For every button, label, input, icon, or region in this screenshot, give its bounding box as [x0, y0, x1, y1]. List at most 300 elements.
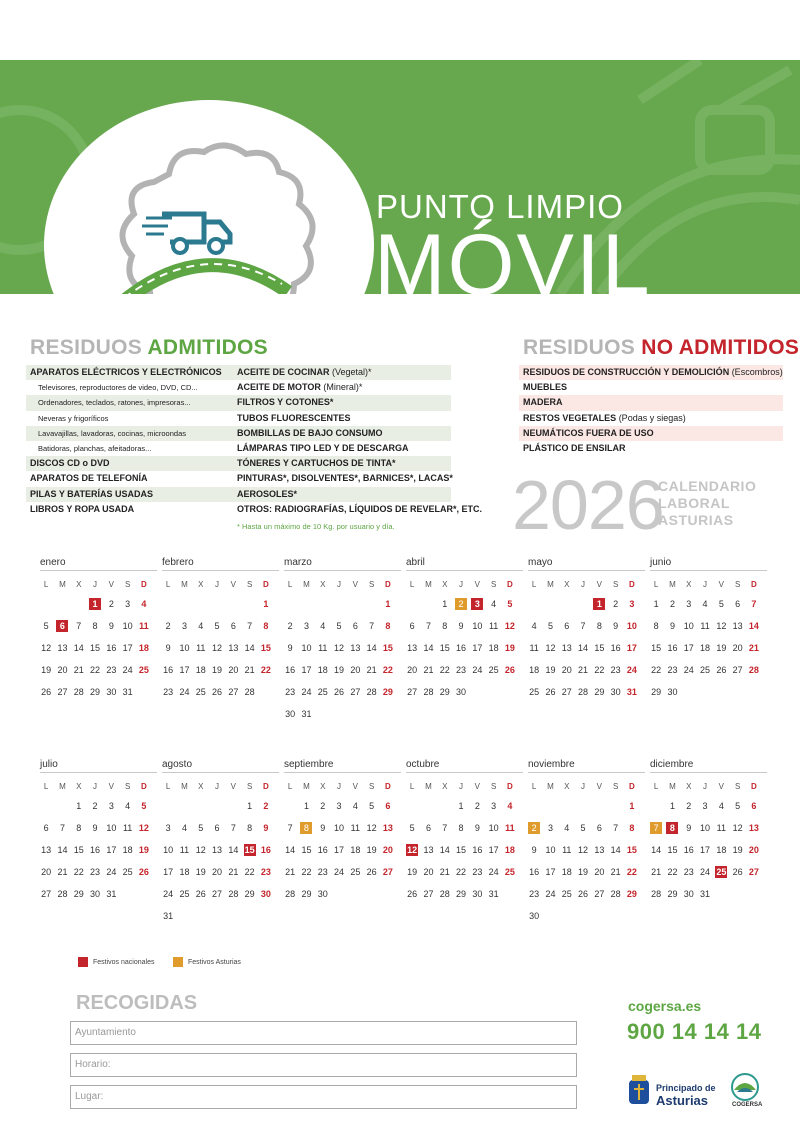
calendar-day: 3: [336, 801, 342, 811]
calendar-day: 25: [504, 867, 515, 877]
calendar-day: 1: [442, 599, 448, 609]
calendar-day: 18: [488, 643, 499, 653]
calendar-day: 8: [629, 823, 635, 833]
calendar-day: 24: [334, 867, 345, 877]
calendar-day: 11: [139, 621, 149, 631]
weekday-header: D: [385, 579, 391, 589]
empty-day: [331, 593, 347, 615]
month-name-label: febrero: [162, 557, 194, 568]
weekday-header: S: [124, 781, 131, 791]
weekday-header: M: [547, 781, 554, 791]
calendar-day: 23: [529, 889, 540, 899]
calendar-day: 28: [610, 889, 621, 899]
calendar-day: 30: [472, 889, 483, 899]
weekday-header: L: [409, 781, 415, 791]
weekday-header: L: [531, 781, 537, 791]
principado-line2: Asturias: [656, 1093, 709, 1108]
calendar-day: 9: [531, 845, 537, 855]
calendar-day: 9: [474, 823, 480, 833]
calendar-day: 10: [626, 621, 637, 631]
calendar-day: 12: [334, 643, 345, 653]
calendar-day: 8: [263, 621, 269, 631]
empty-day: [298, 593, 314, 615]
legend-asturias-label: Festivos Asturias: [188, 958, 241, 966]
calendar-day: 30: [260, 889, 271, 899]
weekday-header: J: [703, 579, 708, 589]
weekday-header: L: [653, 579, 659, 589]
calendar-day: 25: [317, 687, 328, 697]
calendar-day: 21: [285, 867, 296, 877]
weekday-header: V: [352, 781, 358, 791]
calendar-day: 27: [748, 867, 759, 877]
calendar-day: 10: [545, 845, 556, 855]
weekday-header: V: [718, 781, 724, 791]
weekday-header: D: [751, 781, 757, 791]
calendar-day: 14: [228, 845, 239, 855]
empty-day: [241, 905, 257, 927]
calendar-day: 31: [700, 889, 711, 899]
calendar-day: 14: [748, 621, 759, 631]
calendar-day: 15: [456, 845, 467, 855]
weekday-header: D: [141, 579, 147, 589]
weekday-header: J: [337, 781, 342, 791]
calendar-day: 31: [488, 889, 499, 899]
calendar-day: 12: [716, 621, 727, 631]
calendar-day: 29: [439, 687, 450, 697]
weekday-header: J: [215, 781, 220, 791]
weekday-header: V: [230, 579, 236, 589]
admitted-item: [235, 471, 482, 486]
month-marzo: [282, 555, 404, 725]
calendar-day: 11: [529, 643, 539, 653]
calendar-day: 26: [41, 687, 52, 697]
admitted-item: APARATOS ELÉCTRICOS Y ELECTRÓNICOS: [30, 367, 222, 377]
calendar-day: 28: [578, 687, 589, 697]
calendar-day: 23: [456, 665, 467, 675]
calendar-day: 30: [529, 911, 540, 921]
calendar-day: 7: [580, 621, 586, 631]
weekday-header: L: [43, 579, 49, 589]
calendar-day: 18: [716, 845, 727, 855]
empty-day: [54, 593, 70, 615]
weekday-header: D: [629, 781, 635, 791]
calendar-label-line: CALENDARIO: [658, 478, 757, 494]
ayuntamiento-field[interactable]: Ayuntamiento: [70, 1021, 577, 1045]
principado-crest-icon: [626, 1074, 652, 1108]
calendar-day: 2: [287, 621, 293, 631]
weekday-header: L: [165, 781, 171, 791]
calendar-day: 30: [610, 687, 621, 697]
weekday-header: S: [246, 781, 253, 791]
admitted-item: Batidoras, planchas, afeitadoras...: [38, 443, 152, 453]
calendar-day: 15: [626, 845, 637, 855]
empty-day: [648, 795, 664, 817]
calendar-day: 29: [456, 889, 467, 899]
not-admitted-item: [521, 365, 783, 380]
calendar-day: 22: [594, 665, 605, 675]
calendar-day: 12: [195, 845, 206, 855]
calendar-day: 31: [122, 687, 133, 697]
calendar-day: 28: [423, 687, 434, 697]
month-mayo: [526, 555, 648, 703]
calendar-day: 27: [57, 687, 68, 697]
calendar-day: 26: [504, 665, 515, 675]
weekday-header: S: [612, 781, 619, 791]
calendar-day: 14: [285, 845, 296, 855]
calendar-day: 5: [369, 801, 375, 811]
calendar-day: 4: [564, 823, 570, 833]
calendar-day: 16: [456, 643, 467, 653]
month-name-label: noviembre: [528, 759, 575, 770]
calendar-day: 6: [230, 621, 236, 631]
month-table: [404, 777, 518, 905]
calendar-day: 2: [526, 817, 542, 839]
admitted-list-col2: [235, 365, 482, 517]
weekday-header: M: [425, 579, 432, 589]
calendar-day: 26: [545, 687, 556, 697]
weekday-header: L: [653, 781, 659, 791]
empty-day: [38, 593, 54, 615]
calendar-day: 6: [54, 615, 70, 637]
empty-day: [607, 795, 623, 817]
weekday-header: M: [59, 579, 66, 589]
calendar-day: 23: [285, 687, 296, 697]
calendar-day: 27: [350, 687, 361, 697]
calendar-day: 16: [260, 845, 271, 855]
calendar-day: 7: [425, 621, 431, 631]
lugar-field[interactable]: Lugar:: [70, 1085, 577, 1109]
calendar-day: 21: [423, 665, 434, 675]
website-link[interactable]: cogersa.es: [628, 998, 702, 1014]
calendar-day: 15: [90, 643, 101, 653]
admitted-item: [235, 365, 482, 380]
calendar-day: 29: [382, 687, 393, 697]
calendar-day: 10: [179, 643, 190, 653]
empty-day: [225, 905, 241, 927]
admitted-item-label: TUBOS FLUORESCENTES: [237, 412, 351, 423]
calendar-day: 4: [531, 621, 537, 631]
calendar-day: 21: [610, 867, 621, 877]
weekday-header: V: [596, 781, 602, 791]
calendar-day: 19: [334, 665, 345, 675]
calendar-day: 30: [90, 889, 101, 899]
admitted-item: [235, 441, 482, 456]
weekday-header: M: [59, 781, 66, 791]
month-agosto: [160, 757, 282, 927]
weekday-header: D: [263, 579, 269, 589]
empty-day: [315, 593, 331, 615]
calendar-day: 5: [507, 599, 513, 609]
calendar-day: 6: [425, 823, 431, 833]
recogidas-heading: RECOGIDAS: [76, 992, 198, 1014]
month-table: [282, 575, 396, 725]
calendar-day: 3: [125, 599, 131, 609]
not-admitted-item: [521, 441, 783, 456]
weekday-header: X: [320, 579, 326, 589]
calendar-day: 16: [683, 845, 694, 855]
month-table: [404, 575, 518, 703]
empty-day: [363, 593, 379, 615]
calendar-day: 11: [318, 643, 328, 653]
calendar-day: 8: [385, 621, 391, 631]
not-admitted-item-label: PLÁSTICO DE ENSILAR: [523, 442, 626, 453]
calendar-day: 10: [106, 823, 117, 833]
calendar-day: 20: [594, 867, 605, 877]
calendar-day: 20: [212, 867, 223, 877]
calendar-day: 28: [57, 889, 68, 899]
calendar-day: 15: [439, 643, 450, 653]
calendar-day: 14: [366, 643, 377, 653]
calendar-day: 13: [212, 845, 223, 855]
calendar-day: 20: [407, 665, 418, 675]
calendar-day: 16: [610, 643, 621, 653]
weekday-header: S: [490, 579, 497, 589]
empty-day: [559, 593, 575, 615]
calendar-day: 18: [504, 845, 515, 855]
calendar-day: 12: [407, 845, 418, 855]
calendar-day: 23: [163, 687, 174, 697]
calendar-day: 28: [228, 889, 239, 899]
calendar-day: 28: [439, 889, 450, 899]
calendar-day: 3: [702, 801, 708, 811]
calendar-day: 27: [732, 665, 743, 675]
calendar-day: 5: [214, 621, 220, 631]
calendar-day: 23: [260, 867, 271, 877]
empty-day: [209, 795, 225, 817]
empty-day: [729, 681, 745, 703]
admitted-item: Ordenadores, teclados, ratones, impresoras...: [38, 398, 191, 408]
month-name-label: diciembre: [650, 759, 694, 770]
calendar-day: 27: [407, 687, 418, 697]
horario-field[interactable]: Horario:: [70, 1053, 577, 1077]
month-name-label: abril: [406, 557, 425, 568]
calendar-day: 18: [179, 867, 190, 877]
weekday-header: S: [246, 579, 253, 589]
admitted-list-col1: [28, 365, 222, 517]
month-name-label: octubre: [406, 759, 440, 770]
calendar-day: 29: [73, 889, 84, 899]
month-name-label: septiembre: [284, 759, 334, 770]
weekday-header: X: [76, 579, 82, 589]
calendar-day: 12: [545, 643, 556, 653]
calendar-day: 6: [43, 823, 49, 833]
calendar-day: 12: [41, 643, 52, 653]
calendar-day: 13: [594, 845, 605, 855]
empty-day: [485, 681, 501, 703]
not-admitted-item-label: MUEBLES: [523, 382, 568, 393]
month-name: [406, 757, 523, 773]
calendar-day: 17: [334, 845, 345, 855]
weekday-header: V: [108, 579, 114, 589]
calendar-day: 20: [41, 867, 52, 877]
calendar-day: 21: [57, 867, 68, 877]
calendar-day: 14: [73, 643, 84, 653]
weekday-header: M: [669, 579, 676, 589]
empty-day: [575, 905, 591, 927]
calendar-day: 27: [382, 867, 393, 877]
calendar-day: 28: [366, 687, 377, 697]
empty-day: [559, 795, 575, 817]
calendar-day: 5: [718, 599, 724, 609]
calendar-day: 23: [472, 867, 483, 877]
month-name: [650, 757, 767, 773]
calendar-day: 8: [92, 621, 98, 631]
calendar-day: 24: [163, 889, 174, 899]
calendar-day: 6: [409, 621, 415, 631]
month-name: [40, 757, 157, 773]
calendar-day: 4: [141, 599, 147, 609]
weekday-header: S: [734, 579, 741, 589]
weekday-header: L: [531, 579, 537, 589]
empty-day: [591, 795, 607, 817]
calendar-day: 10: [472, 621, 483, 631]
calendar-day: 14: [610, 845, 621, 855]
calendar-day: 23: [90, 867, 101, 877]
calendar-day: 19: [195, 867, 206, 877]
calendar-day: 26: [578, 889, 589, 899]
calendar-day: 1: [458, 801, 464, 811]
weekday-header: X: [564, 579, 570, 589]
calendar-day: 4: [718, 801, 724, 811]
calendar-day: 1: [87, 593, 103, 615]
calendar-day: 17: [472, 643, 483, 653]
weekday-header: V: [474, 579, 480, 589]
not-admitted-item-label: RESTOS VEGETALES: [523, 412, 617, 423]
calendar-day: 19: [41, 665, 52, 675]
calendar-day: 12: [578, 845, 589, 855]
weekday-header: S: [368, 579, 375, 589]
empty-day: [502, 883, 518, 905]
calendar-day: 12: [366, 823, 377, 833]
weekday-header: D: [263, 781, 269, 791]
empty-day: [176, 795, 192, 817]
weekday-header: D: [507, 579, 513, 589]
calendar-day: 2: [669, 599, 675, 609]
not-admitted-item: [521, 411, 783, 426]
calendar-day: 3: [469, 593, 485, 615]
weekday-header: S: [490, 781, 497, 791]
calendar-day: 29: [594, 687, 605, 697]
empty-day: [697, 681, 713, 703]
calendar-day: 19: [212, 665, 223, 675]
calendar-day: 4: [125, 801, 131, 811]
empty-day: [404, 795, 420, 817]
month-septiembre: [282, 757, 404, 905]
cogersa-label: COGERSA: [732, 1102, 763, 1108]
calendar-day: 5: [141, 801, 147, 811]
weekday-header: L: [287, 781, 293, 791]
calendar-day: 13: [41, 845, 52, 855]
empty-day: [282, 593, 298, 615]
calendar-day: 17: [106, 845, 117, 855]
calendar-day: 20: [732, 643, 743, 653]
calendar-day: 5: [735, 801, 741, 811]
calendar-day: 9: [108, 621, 114, 631]
not-admitted-item-label: RESIDUOS DE CONSTRUCCIÓN Y DEMOLICIÓN: [523, 367, 730, 377]
calendar-day: 6: [751, 801, 757, 811]
calendar-day: 14: [578, 643, 589, 653]
calendar-day: 23: [106, 665, 117, 675]
not-admitted-item-label: NEUMÁTICOS FUERA DE USO: [523, 427, 654, 438]
weekday-header: J: [703, 781, 708, 791]
calendar-day: 27: [212, 889, 223, 899]
weekday-header: V: [108, 781, 114, 791]
calendar-day: 24: [106, 867, 117, 877]
calendar-day: 15: [651, 643, 662, 653]
calendar-day: 21: [651, 867, 662, 877]
calendar-day: 26: [195, 889, 206, 899]
calendar-day: 28: [244, 687, 255, 697]
calendar-day: 18: [122, 845, 133, 855]
calendar-day: 31: [301, 709, 312, 719]
calendar-day: 31: [106, 889, 117, 899]
calendar-day: 17: [700, 845, 711, 855]
weekday-header: M: [669, 781, 676, 791]
weekday-header: X: [442, 781, 448, 791]
empty-day: [347, 883, 363, 905]
calendar-day: 9: [669, 621, 675, 631]
calendar-day: 9: [92, 823, 98, 833]
empty-day: [193, 795, 209, 817]
admitted-item-detail: (Mineral)*: [320, 382, 363, 393]
admitted-item-label: LÁMPARAS TIPO LED Y DE DESCARGA: [237, 442, 409, 453]
calendar-day: 4: [702, 599, 708, 609]
calendar-day: 30: [456, 687, 467, 697]
admitted-item: DISCOS CD o DVD: [30, 458, 110, 469]
empty-day: [542, 905, 558, 927]
calendar-day: 22: [456, 867, 467, 877]
calendar-day: 19: [504, 643, 515, 653]
calendar-day: 2: [474, 801, 480, 811]
calendar-day: 25: [488, 665, 499, 675]
month-name: [284, 555, 401, 571]
not-admitted-item: [521, 426, 783, 441]
calendar-day: 6: [735, 599, 741, 609]
calendar-day: 29: [90, 687, 101, 697]
weekday-header: M: [181, 579, 188, 589]
calendar-label-line: LABORAL: [658, 495, 730, 511]
calendar-day: 18: [561, 867, 572, 877]
admitted-item: [235, 487, 482, 502]
empty-day: [315, 703, 331, 725]
weekday-header: J: [459, 781, 464, 791]
calendar-day: 8: [664, 817, 680, 839]
weekday-header: S: [124, 579, 131, 589]
calendar-day: 25: [561, 889, 572, 899]
calendar-day: 15: [382, 643, 393, 653]
not-admitted-list: [521, 365, 783, 456]
calendar-day: 3: [686, 599, 692, 609]
month-name: [650, 555, 767, 571]
calendar-day: 29: [667, 889, 678, 899]
weekday-header: J: [93, 579, 98, 589]
weekday-header: X: [320, 781, 326, 791]
calendar-day: 1: [303, 801, 309, 811]
month-octubre: [404, 757, 526, 905]
calendar-day: 21: [244, 665, 255, 675]
weekday-header: D: [141, 781, 147, 791]
month-name-label: agosto: [162, 759, 193, 770]
calendar-day: 24: [545, 889, 556, 899]
calendar-day: 14: [651, 845, 662, 855]
empty-day: [176, 905, 192, 927]
calendar-day: 16: [317, 845, 328, 855]
month-name: [528, 555, 645, 571]
calendar-day: 16: [667, 643, 678, 653]
calendar-day: 4: [320, 621, 326, 631]
empty-day: [160, 593, 176, 615]
empty-day: [526, 795, 542, 817]
